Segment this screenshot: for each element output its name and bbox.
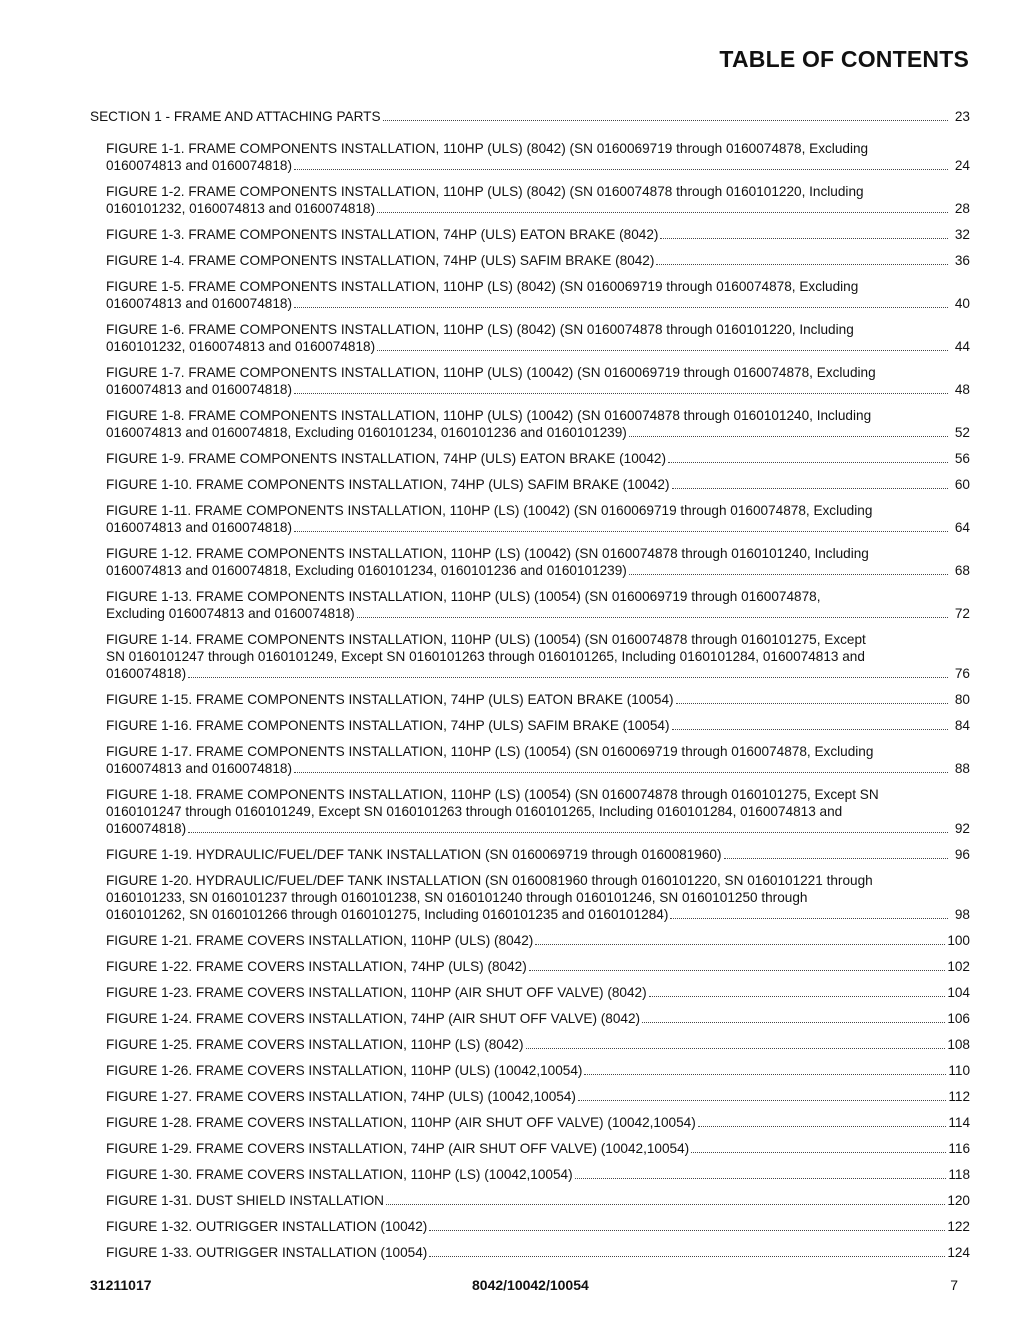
toc-figure-entry[interactable] xyxy=(90,1140,970,1157)
toc-entry-text: FIGURE 1-17. FRAME COMPONENTS INSTALLATION, 110HP (LS) (10054) (SN 0160069719 through 0160074878, Excluding xyxy=(106,744,874,759)
toc-entry-text: 0160074813 and 0160074818) xyxy=(106,296,292,311)
toc-entry-text: FIGURE 1-27. FRAME COVERS INSTALLATION, 74HP (ULS) (10042,10054) xyxy=(106,1089,576,1104)
toc-entry-text: FIGURE 1-4. FRAME COMPONENTS INSTALLATION, 74HP (ULS) SAFIM BRAKE (8042) xyxy=(106,253,655,268)
dot-leader xyxy=(698,1126,947,1127)
dot-leader xyxy=(377,212,948,213)
toc-entry-text: FIGURE 1-29. FRAME COVERS INSTALLATION, 74HP (AIR SHUT OFF VALVE) (10042,10054) xyxy=(106,1141,690,1156)
toc-page-number: 110 xyxy=(948,1063,970,1078)
toc-page-number: 116 xyxy=(948,1141,970,1156)
toc-entry-text: FIGURE 1-13. FRAME COMPONENTS INSTALLATION, 110HP (ULS) (10054) (SN 0160069719 through 0160074878, xyxy=(106,589,821,604)
toc-entry-text: FIGURE 1-16. FRAME COMPONENTS INSTALLATION, 74HP (ULS) SAFIM BRAKE (10054) xyxy=(106,718,670,733)
toc-entry-text: 0160074813 and 0160074818, Excluding 0160101234, 0160101236 and 0160101239) xyxy=(106,425,627,440)
toc-list xyxy=(90,108,970,1270)
dot-leader xyxy=(575,1178,947,1179)
toc-entry-text: FIGURE 1-8. FRAME COMPONENTS INSTALLATION, 110HP (ULS) (10042) (SN 0160074878 through 0160101240, Including xyxy=(106,408,872,423)
toc-entry-text: 0160074818) xyxy=(106,821,187,836)
dot-leader xyxy=(526,1048,946,1049)
toc-figure-entry[interactable] xyxy=(90,786,970,837)
toc-entry-text: FIGURE 1-20. HYDRAULIC/FUEL/DEF TANK INSTALLATION (SN 0160081960 through 0160101220, SN 0160101221 through xyxy=(106,873,873,888)
toc-page-number: 96 xyxy=(954,847,970,862)
toc-figure-entry[interactable] xyxy=(90,183,970,217)
dot-leader xyxy=(529,970,946,971)
dot-leader xyxy=(294,393,948,394)
footer-models: 8042/10042/10054 xyxy=(472,1277,589,1293)
dot-leader xyxy=(629,436,948,437)
dot-leader xyxy=(294,531,948,532)
toc-entry-text: SN 0160101247 through 0160101249, Except SN 0160101263 through 0160101265, Including 0160101284, 0160074813 and xyxy=(106,649,865,664)
toc-entry-text: FIGURE 1-25. FRAME COVERS INSTALLATION, 110HP (LS) (8042) xyxy=(106,1037,524,1052)
toc-figure-entry[interactable] xyxy=(90,588,970,622)
toc-entry-text: 0160074813 and 0160074818) xyxy=(106,520,292,535)
toc-page-number: 32 xyxy=(954,227,970,242)
toc-entry-text: FIGURE 1-3. FRAME COMPONENTS INSTALLATION, 74HP (ULS) EATON BRAKE (8042) xyxy=(106,227,659,242)
toc-page-number: 98 xyxy=(954,907,970,922)
toc-page-number: 106 xyxy=(947,1011,970,1026)
toc-entry-text: 0160101232, 0160074813 and 0160074818) xyxy=(106,339,376,354)
toc-entry-text: FIGURE 1-18. FRAME COMPONENTS INSTALLATION, 110HP (LS) (10054) (SN 0160074878 through 0160101275, Except SN xyxy=(106,787,879,802)
toc-entry-text: Excluding 0160074813 and 0160074818) xyxy=(106,606,355,621)
dot-leader xyxy=(429,1230,945,1231)
toc-entry-text: FIGURE 1-26. FRAME COVERS INSTALLATION, 110HP (ULS) (10042,10054) xyxy=(106,1063,583,1078)
toc-page-number: 92 xyxy=(954,821,970,836)
dot-leader xyxy=(188,677,948,678)
toc-figure-entry[interactable] xyxy=(90,1166,970,1183)
toc-page-number: 114 xyxy=(948,1115,970,1130)
page-footer xyxy=(90,1277,958,1297)
toc-entry-text: FIGURE 1-6. FRAME COMPONENTS INSTALLATION, 110HP (LS) (8042) (SN 0160074878 through 0160101220, Including xyxy=(106,322,854,337)
toc-page-number: 120 xyxy=(947,1193,970,1208)
toc-entry-text: FIGURE 1-9. FRAME COMPONENTS INSTALLATION, 74HP (ULS) EATON BRAKE (10042) xyxy=(106,451,666,466)
toc-entry-text: FIGURE 1-11. FRAME COMPONENTS INSTALLATION, 110HP (LS) (10042) (SN 0160069719 through 0160074878, Excluding xyxy=(106,503,873,518)
toc-entry-text: FIGURE 1-30. FRAME COVERS INSTALLATION, 110HP (LS) (10042,10054) xyxy=(106,1167,573,1182)
toc-entry-text: FIGURE 1-28. FRAME COVERS INSTALLATION, 110HP (AIR SHUT OFF VALVE) (10042,10054) xyxy=(106,1115,696,1130)
dot-leader xyxy=(670,918,948,919)
dot-leader xyxy=(578,1100,946,1101)
toc-figure-entry[interactable] xyxy=(90,846,970,863)
toc-figure-entry[interactable] xyxy=(90,140,970,174)
dot-leader xyxy=(691,1152,946,1153)
dot-leader xyxy=(294,307,948,308)
toc-figure-entry[interactable] xyxy=(90,278,970,312)
toc-figure-entry[interactable] xyxy=(90,743,970,777)
toc-page-number: 102 xyxy=(947,959,970,974)
toc-page-number: 60 xyxy=(954,477,970,492)
dot-leader xyxy=(357,617,948,618)
toc-figure-entry[interactable] xyxy=(90,984,970,1001)
toc-entry-text: FIGURE 1-33. OUTRIGGER INSTALLATION (10054) xyxy=(106,1245,428,1260)
dot-leader xyxy=(642,1022,945,1023)
toc-figure-entry[interactable] xyxy=(90,502,970,536)
toc-entry-text: FIGURE 1-15. FRAME COMPONENTS INSTALLATION, 74HP (ULS) EATON BRAKE (10054) xyxy=(106,692,674,707)
dot-leader xyxy=(672,729,948,730)
dot-leader xyxy=(377,350,948,351)
toc-figure-entry[interactable] xyxy=(90,958,970,975)
toc-page-number: 72 xyxy=(954,606,970,621)
dot-leader xyxy=(649,996,946,997)
dot-leader xyxy=(429,1256,945,1257)
toc-page-number: 76 xyxy=(954,666,970,681)
footer-doc-number: 31211017 xyxy=(90,1277,152,1293)
toc-page-number: 84 xyxy=(954,718,970,733)
toc-figure-entry[interactable] xyxy=(90,226,970,243)
dot-leader xyxy=(668,462,948,463)
toc-entry-text: FIGURE 1-23. FRAME COVERS INSTALLATION, 110HP (AIR SHUT OFF VALVE) (8042) xyxy=(106,985,647,1000)
toc-page-number: 44 xyxy=(954,339,970,354)
footer-page-number: 7 xyxy=(950,1277,958,1293)
toc-figure-entry[interactable] xyxy=(90,717,970,734)
toc-page-number: 108 xyxy=(947,1037,970,1052)
toc-page-number: 104 xyxy=(947,985,970,1000)
toc-section-entry[interactable] xyxy=(90,108,970,125)
toc-entry-text: FIGURE 1-1. FRAME COMPONENTS INSTALLATION, 110HP (ULS) (8042) (SN 0160069719 through 0160074878, Excluding xyxy=(106,141,869,156)
toc-page-number: 48 xyxy=(954,382,970,397)
toc-entry-text: SECTION 1 - FRAME AND ATTACHING PARTS xyxy=(90,109,381,124)
toc-figure-entry[interactable] xyxy=(90,1114,970,1131)
page-title: TABLE OF CONTENTS xyxy=(719,46,969,72)
toc-entry-text: FIGURE 1-2. FRAME COMPONENTS INSTALLATION, 110HP (ULS) (8042) (SN 0160074878 through 0160101220, Including xyxy=(106,184,864,199)
toc-entry-text: 0160101247 through 0160101249, Except SN 0160101263 through 0160101265, Including 0160101284, 0160074813 and xyxy=(106,804,843,819)
toc-page-number: 100 xyxy=(947,933,970,948)
toc-figure-entry[interactable] xyxy=(90,364,970,398)
toc-entry-text: 0160074813 and 0160074818) xyxy=(106,158,292,173)
dot-leader xyxy=(383,120,948,121)
toc-entry-text: FIGURE 1-32. OUTRIGGER INSTALLATION (10042) xyxy=(106,1219,428,1234)
toc-page-number: 36 xyxy=(954,253,970,268)
toc-page-number: 124 xyxy=(947,1245,970,1260)
dot-leader xyxy=(386,1204,945,1205)
toc-figure-entry[interactable] xyxy=(90,407,970,441)
dot-leader xyxy=(535,944,945,945)
toc-figure-entry[interactable] xyxy=(90,1010,970,1027)
toc-page-number: 56 xyxy=(954,451,970,466)
toc-figure-entry[interactable] xyxy=(90,1062,970,1079)
toc-entry-text: FIGURE 1-24. FRAME COVERS INSTALLATION, 74HP (AIR SHUT OFF VALVE) (8042) xyxy=(106,1011,641,1026)
toc-page-number: 40 xyxy=(954,296,970,311)
dot-leader xyxy=(676,703,948,704)
toc-entry-text: 0160101233, SN 0160101237 through 0160101238, SN 0160101240 through 0160101246, SN 0160101250 through xyxy=(106,890,808,905)
toc-entry-text: FIGURE 1-5. FRAME COMPONENTS INSTALLATION, 110HP (LS) (8042) (SN 0160069719 through 0160074878, Excluding xyxy=(106,279,859,294)
toc-entry-text: FIGURE 1-10. FRAME COMPONENTS INSTALLATION, 74HP (ULS) SAFIM BRAKE (10042) xyxy=(106,477,670,492)
toc-figure-entry[interactable] xyxy=(90,872,970,923)
toc-entry-text: FIGURE 1-7. FRAME COMPONENTS INSTALLATION, 110HP (ULS) (10042) (SN 0160069719 through 0160074878, Excluding xyxy=(106,365,876,380)
toc-entry-text: 0160101232, 0160074813 and 0160074818) xyxy=(106,201,376,216)
toc-figure-entry[interactable] xyxy=(90,1218,970,1235)
dot-leader xyxy=(294,772,948,773)
toc-page-number: 80 xyxy=(954,692,970,707)
toc-page-number: 112 xyxy=(948,1089,970,1104)
toc-figure-entry[interactable] xyxy=(90,321,970,355)
toc-figure-entry[interactable] xyxy=(90,450,970,467)
toc-figure-entry[interactable] xyxy=(90,1036,970,1053)
toc-entry-text: FIGURE 1-22. FRAME COVERS INSTALLATION, 74HP (ULS) (8042) xyxy=(106,959,527,974)
toc-figure-entry[interactable] xyxy=(90,932,970,949)
toc-page-number: 28 xyxy=(954,201,970,216)
toc-page-number: 122 xyxy=(947,1219,970,1234)
toc-figure-entry[interactable] xyxy=(90,691,970,708)
toc-entry-text: 0160074813 and 0160074818) xyxy=(106,761,292,776)
toc-page-number: 52 xyxy=(954,425,970,440)
dot-leader xyxy=(672,488,948,489)
toc-page-number: 24 xyxy=(954,158,970,173)
toc-entry-text: FIGURE 1-19. HYDRAULIC/FUEL/DEF TANK INSTALLATION (SN 0160069719 through 0160081960) xyxy=(106,847,722,862)
dot-leader xyxy=(656,264,948,265)
toc-figure-entry[interactable] xyxy=(90,631,970,682)
dot-leader xyxy=(660,238,948,239)
toc-entry-text: FIGURE 1-21. FRAME COVERS INSTALLATION, 110HP (ULS) (8042) xyxy=(106,933,534,948)
toc-figure-entry[interactable] xyxy=(90,476,970,493)
toc-entry-text: FIGURE 1-12. FRAME COMPONENTS INSTALLATION, 110HP (LS) (10042) (SN 0160074878 through 0160101240, Including xyxy=(106,546,869,561)
toc-figure-entry[interactable] xyxy=(90,1244,970,1261)
toc-entry-text: 0160074818) xyxy=(106,666,187,681)
toc-entry-text: FIGURE 1-31. DUST SHIELD INSTALLATION xyxy=(106,1193,384,1208)
toc-entry-text: 0160074813 and 0160074818, Excluding 0160101234, 0160101236 and 0160101239) xyxy=(106,563,627,578)
toc-figure-entry[interactable] xyxy=(90,1088,970,1105)
dot-leader xyxy=(188,832,948,833)
toc-page-number: 23 xyxy=(954,109,970,124)
toc-page-number: 118 xyxy=(948,1167,970,1182)
dot-leader xyxy=(294,169,948,170)
toc-entry-text: 0160101262, SN 0160101266 through 0160101275, Including 0160101235 and 0160101284) xyxy=(106,907,669,922)
toc-entry-text: 0160074813 and 0160074818) xyxy=(106,382,292,397)
toc-entry-text: FIGURE 1-14. FRAME COMPONENTS INSTALLATION, 110HP (ULS) (10054) (SN 0160074878 through 0160101275, Except xyxy=(106,632,866,647)
toc-page-number: 64 xyxy=(954,520,970,535)
dot-leader xyxy=(584,1074,946,1075)
toc-figure-entry[interactable] xyxy=(90,545,970,579)
toc-figure-entry[interactable] xyxy=(90,252,970,269)
dot-leader xyxy=(724,858,948,859)
toc-page-number: 88 xyxy=(954,761,970,776)
toc-page-number: 68 xyxy=(954,563,970,578)
dot-leader xyxy=(629,574,948,575)
toc-figure-entry[interactable] xyxy=(90,1192,970,1209)
